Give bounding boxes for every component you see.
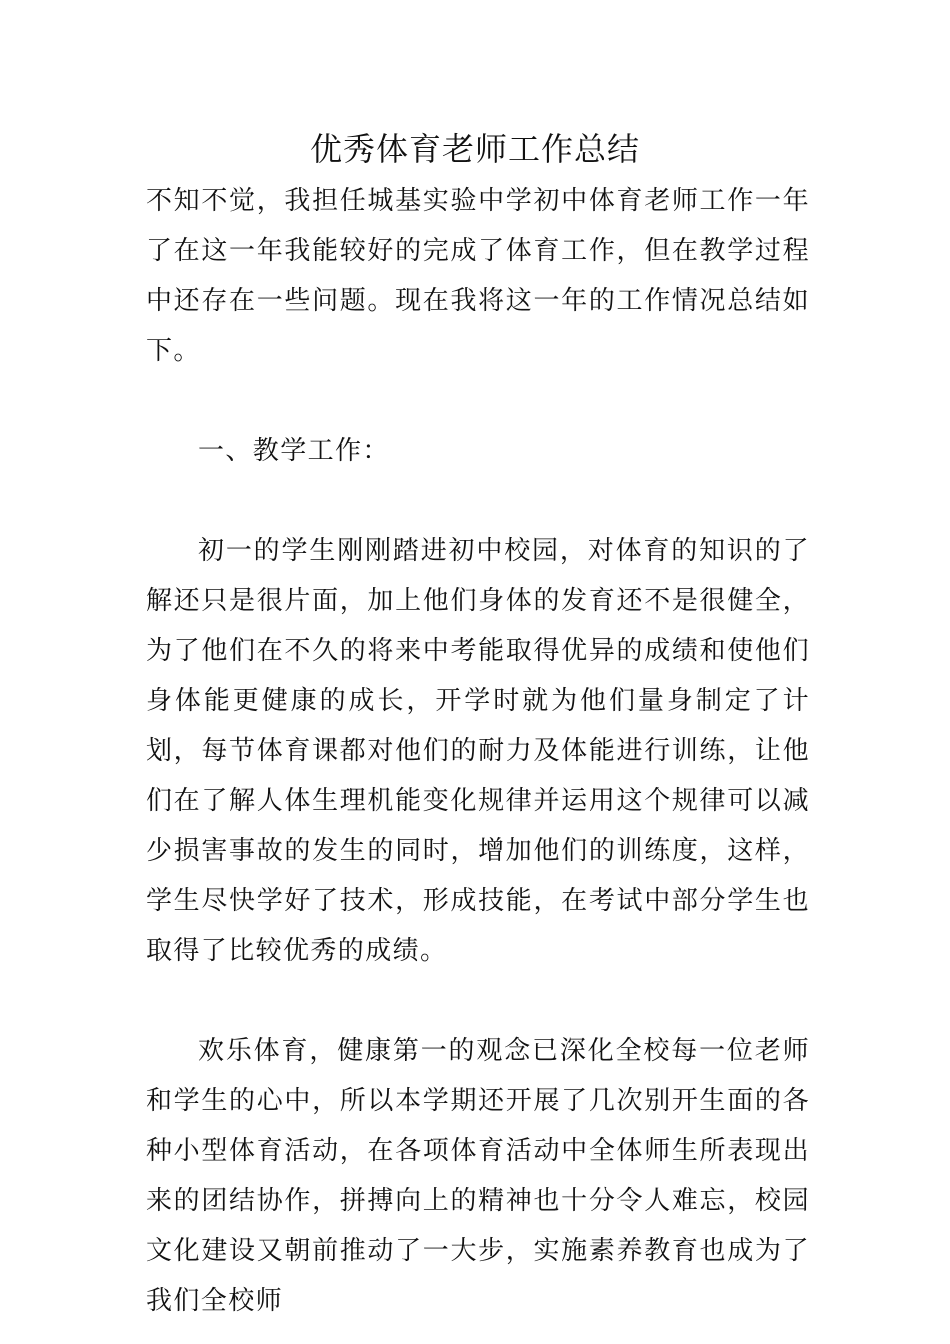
document-title: 优秀体育老师工作总结 xyxy=(309,130,640,168)
body-paragraph: 欢乐体育，健康第一的观念已深化全校每一位老师和学生的心中，所以本学期还开展了几次别开生面的各种小型体育活动，在各项体育活动中全体师生所表现出来的团结协作，拼搏向上的精神也十分令人难忘，校园文化建设又朝前推动了一大步，实施素养教育也成为了我们全校师 xyxy=(146,1036,810,1316)
paragraph-spacer xyxy=(146,376,810,426)
document-body xyxy=(146,176,810,1326)
section-heading: 一、教学工作： xyxy=(198,436,390,466)
body-paragraph: 初一的学生刚刚踏进初中校园，对体育的知识的了解还只是很片面，加上他们身体的发育还不是很健全，为了他们在不久的将来中考能取得优异的成绩和使他们身体能更健康的成长，开学时就为他们量身制定了计划，每节体育课都对他们的耐力及体能进行训练，让他们在了解人体生理机能变化规律并运用这个规律可以减少损害事故的发生的同时，增加他们的训练度，这样，学生尽快学好了技术，形成技能，在考试中部分学生也取得了比较优秀的成绩。 xyxy=(146,536,810,966)
paragraph-spacer xyxy=(146,976,810,1026)
paragraph-spacer xyxy=(146,476,810,526)
intro-paragraph: 不知不觉，我担任城基实验中学初中体育老师工作一年了在这一年我能较好的完成了体育工作，但在教学过程中还存在一些问题。现在我将这一年的工作情况总结如下。 xyxy=(146,186,810,366)
